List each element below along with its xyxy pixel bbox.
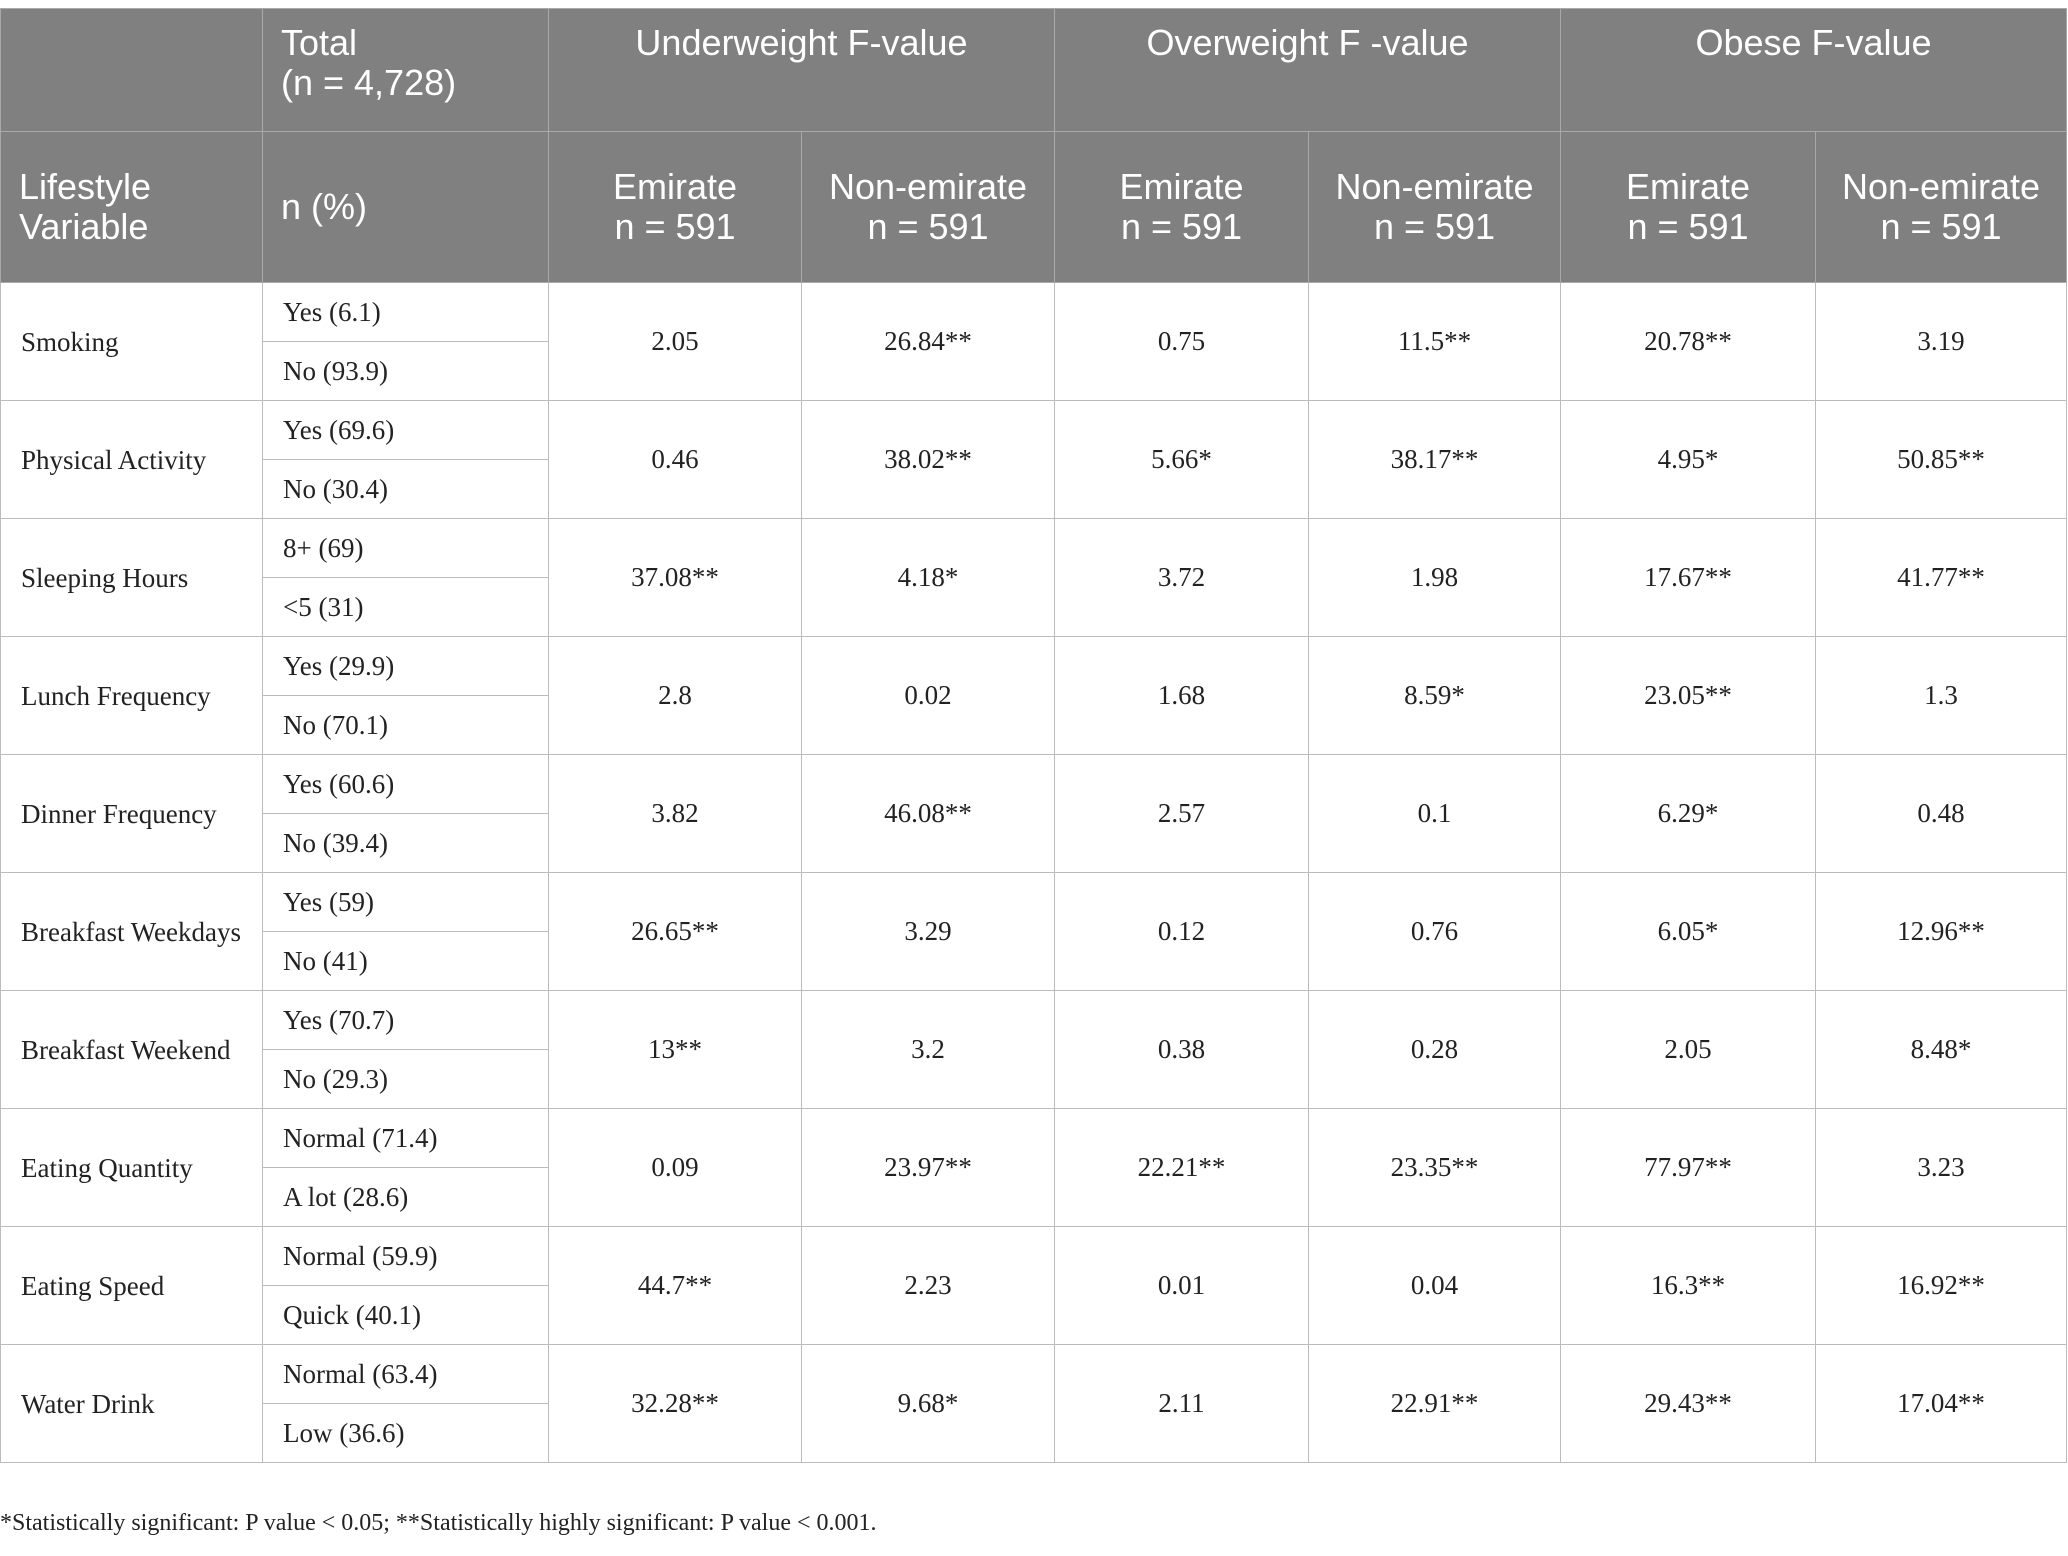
category-cell: Quick (40.1) — [263, 1286, 549, 1345]
category-cell: Normal (59.9) — [263, 1227, 549, 1286]
f-value-cell: 29.43** — [1561, 1345, 1816, 1463]
header-underweight: Underweight F-value — [549, 9, 1055, 132]
f-value-cell: 17.67** — [1561, 519, 1816, 637]
category-cell: 8+ (69) — [263, 519, 549, 578]
header-blank-cell — [1, 9, 263, 132]
table-row — [1, 283, 2067, 342]
f-value-cell: 6.05* — [1561, 873, 1816, 991]
table-row — [1, 1109, 2067, 1168]
category-cell: Low (36.6) — [263, 1404, 549, 1463]
f-value-cell: 2.05 — [549, 283, 802, 401]
table-row — [1, 873, 2067, 932]
f-value-cell: 1.68 — [1055, 637, 1309, 755]
f-value-cell: 38.02** — [802, 401, 1055, 519]
f-value-cell: 38.17** — [1309, 401, 1561, 519]
table-body — [1, 283, 2067, 1463]
f-value-cell: 3.82 — [549, 755, 802, 873]
f-value-cell: 12.96** — [1816, 873, 2067, 991]
header-row-1 — [1, 9, 2067, 132]
category-cell: A lot (28.6) — [263, 1168, 549, 1227]
f-value-cell: 0.12 — [1055, 873, 1309, 991]
lifestyle-variable-cell: Breakfast Weekend — [1, 991, 263, 1109]
f-value-cell: 0.09 — [549, 1109, 802, 1227]
f-value-cell: 2.23 — [802, 1227, 1055, 1345]
f-value-cell: 23.05** — [1561, 637, 1816, 755]
table-row — [1, 1345, 2067, 1404]
f-value-cell: 3.23 — [1816, 1109, 2067, 1227]
category-cell: No (39.4) — [263, 814, 549, 873]
table-row — [1, 637, 2067, 696]
table-row — [1, 401, 2067, 460]
sample-size: n = 591 — [1373, 206, 1496, 247]
f-value-cell: 13** — [549, 991, 802, 1109]
header-total-n: (n = 4,728) — [281, 62, 457, 103]
f-value-cell: 2.57 — [1055, 755, 1309, 873]
sample-size: n = 591 — [1880, 206, 2002, 247]
category-cell: Yes (29.9) — [263, 637, 549, 696]
f-value-cell: 0.01 — [1055, 1227, 1309, 1345]
header-overweight-non-emirate — [1309, 132, 1561, 283]
f-value-cell: 2.05 — [1561, 991, 1816, 1109]
emirate-label: Emirate — [1625, 166, 1751, 207]
f-value-cell: 0.28 — [1309, 991, 1561, 1109]
f-value-cell: 0.38 — [1055, 991, 1309, 1109]
table-row — [1, 991, 2067, 1050]
f-value-cell: 32.28** — [549, 1345, 802, 1463]
header-total-label: Total — [281, 22, 358, 63]
non-emirate-label: Non-emirate — [1841, 166, 2041, 207]
f-value-cell: 2.8 — [549, 637, 802, 755]
f-value-cell: 44.7** — [549, 1227, 802, 1345]
category-cell: Yes (70.7) — [263, 991, 549, 1050]
f-value-cell: 3.72 — [1055, 519, 1309, 637]
f-value-cell: 0.1 — [1309, 755, 1561, 873]
header-total — [263, 9, 549, 132]
non-emirate-label: Non-emirate — [828, 166, 1028, 207]
non-emirate-label: Non-emirate — [1335, 166, 1534, 207]
f-value-cell: 3.2 — [802, 991, 1055, 1109]
category-cell: Yes (69.6) — [263, 401, 549, 460]
f-value-cell: 8.59* — [1309, 637, 1561, 755]
header-obese-non-emirate — [1816, 132, 2067, 283]
f-value-cell: 3.19 — [1816, 283, 2067, 401]
emirate-label: Emirate — [612, 166, 738, 207]
f-value-cell: 0.02 — [802, 637, 1055, 755]
f-value-cell: 5.66* — [1055, 401, 1309, 519]
f-value-cell: 22.21** — [1055, 1109, 1309, 1227]
f-value-cell: 16.92** — [1816, 1227, 2067, 1345]
f-value-cell: 4.18* — [802, 519, 1055, 637]
category-cell: Yes (60.6) — [263, 755, 549, 814]
category-cell: No (30.4) — [263, 460, 549, 519]
f-value-cell: 20.78** — [1561, 283, 1816, 401]
lifestyle-variable-cell: Eating Speed — [1, 1227, 263, 1345]
f-value-cell: 1.98 — [1309, 519, 1561, 637]
f-value-cell: 2.11 — [1055, 1345, 1309, 1463]
sample-size: n = 591 — [614, 206, 736, 247]
f-value-cell: 0.76 — [1309, 873, 1561, 991]
lifestyle-variable-cell: Dinner Frequency — [1, 755, 263, 873]
sample-size: n = 591 — [1120, 206, 1243, 247]
f-value-cell: 37.08** — [549, 519, 802, 637]
category-cell: <5 (31) — [263, 578, 549, 637]
table-row — [1, 1227, 2067, 1286]
header-overweight-emirate — [1055, 132, 1309, 283]
f-value-cell: 11.5** — [1309, 283, 1561, 401]
f-value-cell: 26.84** — [802, 283, 1055, 401]
f-value-cell: 0.75 — [1055, 283, 1309, 401]
f-value-cell: 6.29* — [1561, 755, 1816, 873]
footnote: *Statistically significant: P value < 0.05; **Statistically highly significant: P value < 0.001. — [0, 1510, 877, 1536]
category-cell: No (93.9) — [263, 342, 549, 401]
category-cell: No (70.1) — [263, 696, 549, 755]
category-cell: No (29.3) — [263, 1050, 549, 1109]
f-value-cell: 0.04 — [1309, 1227, 1561, 1345]
table-row — [1, 755, 2067, 814]
lifestyle-variable-cell: Breakfast Weekdays — [1, 873, 263, 991]
header-overweight: Overweight F -value — [1055, 9, 1561, 132]
header-row-2 — [1, 132, 2067, 283]
f-value-cell: 17.04** — [1816, 1345, 2067, 1463]
f-value-cell: 23.97** — [802, 1109, 1055, 1227]
emirate-label: Emirate — [1119, 166, 1244, 207]
category-cell: Normal (71.4) — [263, 1109, 549, 1168]
sample-size: n = 591 — [1627, 206, 1749, 247]
lifestyle-f-value-table — [0, 8, 2067, 1463]
lifestyle-variable-cell: Lunch Frequency — [1, 637, 263, 755]
f-value-cell: 0.46 — [549, 401, 802, 519]
f-value-cell: 26.65** — [549, 873, 802, 991]
category-cell: Yes (6.1) — [263, 283, 549, 342]
lifestyle-variable-cell: Smoking — [1, 283, 263, 401]
f-value-cell: 41.77** — [1816, 519, 2067, 637]
f-value-cell: 9.68* — [802, 1345, 1055, 1463]
f-value-cell: 4.95* — [1561, 401, 1816, 519]
table-row — [1, 519, 2067, 578]
f-value-cell: 1.3 — [1816, 637, 2067, 755]
category-cell: Yes (59) — [263, 873, 549, 932]
f-value-cell: 0.48 — [1816, 755, 2067, 873]
lifestyle-variable-cell: Eating Quantity — [1, 1109, 263, 1227]
f-value-cell: 3.29 — [802, 873, 1055, 991]
header-obese-emirate — [1561, 132, 1816, 283]
header-obese: Obese F-value — [1561, 9, 2067, 132]
f-value-cell: 8.48* — [1816, 991, 2067, 1109]
f-value-cell: 23.35** — [1309, 1109, 1561, 1227]
header-n-percent: n (%) — [263, 132, 549, 283]
results-table-container — [0, 8, 2066, 1463]
header-lifestyle-variable: Lifestyle Variable — [1, 132, 263, 283]
f-value-cell: 22.91** — [1309, 1345, 1561, 1463]
f-value-cell: 16.3** — [1561, 1227, 1816, 1345]
header-underweight-non-emirate — [802, 132, 1055, 283]
lifestyle-variable-cell: Water Drink — [1, 1345, 263, 1463]
category-cell: No (41) — [263, 932, 549, 991]
f-value-cell: 46.08** — [802, 755, 1055, 873]
lifestyle-variable-cell: Sleeping Hours — [1, 519, 263, 637]
sample-size: n = 591 — [867, 206, 989, 247]
lifestyle-variable-cell: Physical Activity — [1, 401, 263, 519]
f-value-cell: 77.97** — [1561, 1109, 1816, 1227]
category-cell: Normal (63.4) — [263, 1345, 549, 1404]
header-underweight-emirate — [549, 132, 802, 283]
f-value-cell: 50.85** — [1816, 401, 2067, 519]
